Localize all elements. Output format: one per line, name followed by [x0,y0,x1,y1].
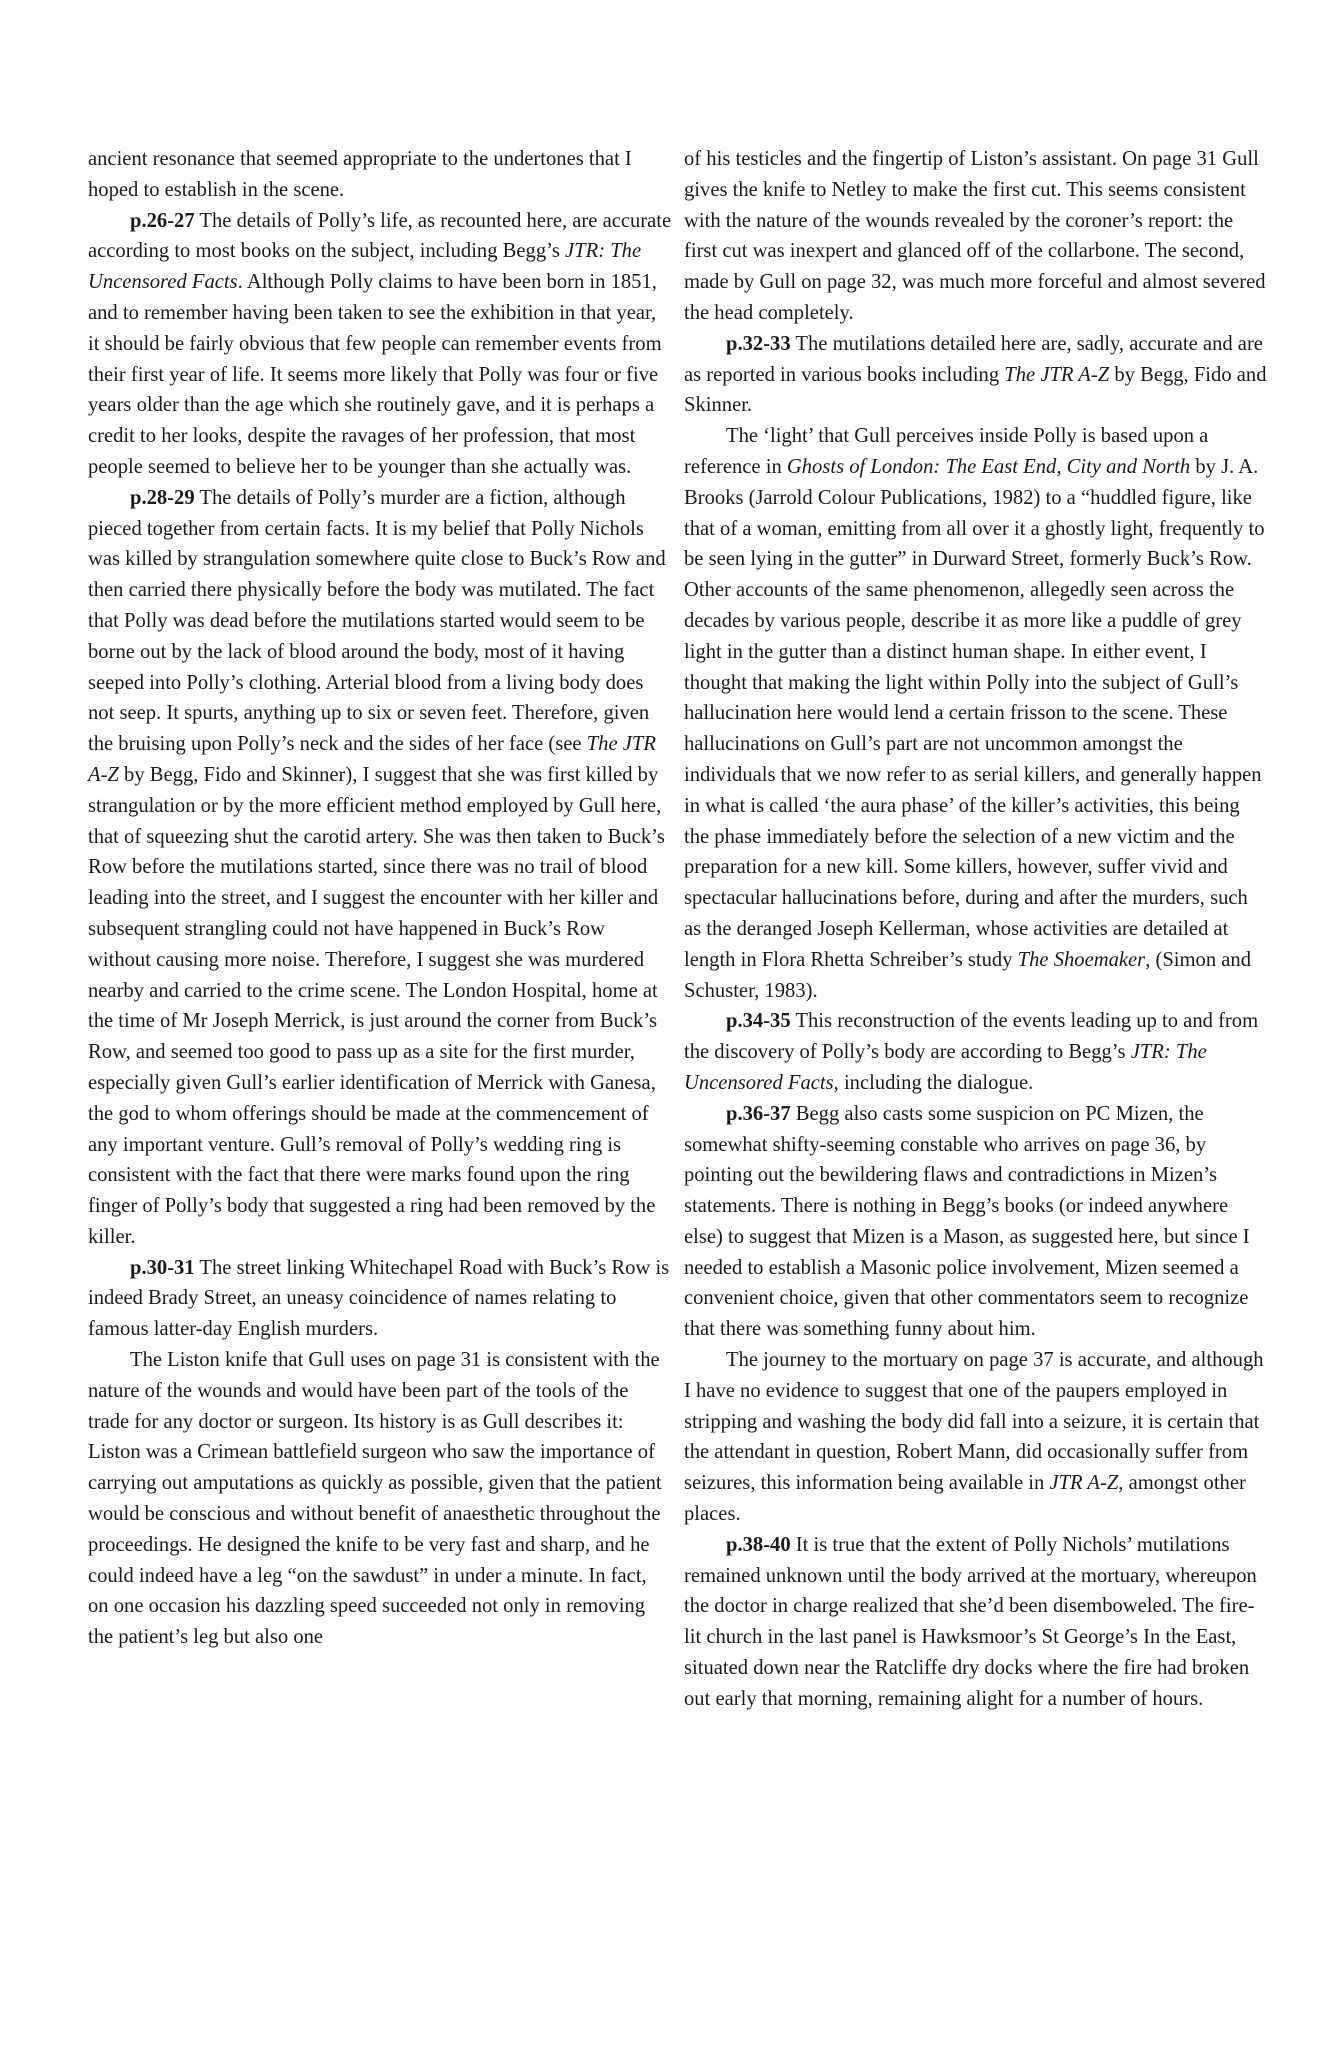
page-reference: p.38-40 [726,1533,791,1556]
paragraph-l4: The Liston knife that Gull uses on page 31 is consistent with the nature of the wounds and would have been part of the tools of the trade for any doctor or surgeon. Its history is as Gull describes it: Liston was a Crimean battlefield surgeon who saw the importance of carrying out amputations as quickly as possible, given that the patient would be conscious and without benefit of anaesthetic throughout the proceedings. He designed the knife to be very fast and sharp, and he could indeed have a leg “on the sawdust” in under a minute. In fact, on one occasion his dazzling speed succeeded not only in removing the patient’s leg but also one [88,1349,662,1649]
page-reference: p.32-33 [726,332,791,355]
right-column [684,144,1268,1715]
left-column [88,144,672,1653]
paragraph-l2: p.28-29 The details of Polly’s murder are a fiction, although pieced together from certain facts. It is my belief that Polly Nichols was killed by strangulation somewhere quite close to Buck’s Row and then carried there physically before the body was mutilated. The fact that Polly was dead before the mutilations started would seem to be borne out by the lack of blood around the body, most of it having seeped into Polly’s clothing. Arterial blood from a living body does not seep. It spurts, anything up to six or seven feet. Therefore, given the bruising upon Polly’s neck and the sides of her face (see The JTR A-Z by Begg, Fido and Skinner), I suggest that she was first killed by strangulation or by the more efficient method employed by Gull here, that of squeezing shut the carotid artery. She was then taken to Buck’s Row before the mutilations started, since there was no trail of blood leading into the street, and I suggest the encounter with her killer and subsequent strangling could not have happened in Buck’s Row without causing more noise. Therefore, I suggest she was murdered nearby and carried to the crime scene. The London Hospital, home at the time of Mr Joseph Merrick, is just around the corner from Buck’s Row, and seemed too good to pass up as a site for the first murder, especially given Gull’s earlier identification of Merrick with Ganesa, the god to whom offerings should be made at the commencement of any important venture. Gull’s removal of Polly’s wedding ring is consistent with the fact that there were marks found upon the ring finger of Polly’s body that suggested a ring had been removed by the killer. [88,486,666,1248]
paragraph-r6: p.38-40 It is true that the extent of Polly Nichols’ mutilations remained unknown until the body arrived at the mortuary, whereupon the doctor in charge realized that she’d been disemboweled. The fire-lit church in the last panel is Hawksmoor’s St George’s In the East, situated down near the Ratcliffe dry docks where the fire had broken out early that morning, remaining alight for a number of hours. [684,1533,1257,1710]
page-reference: p.30-31 [130,1256,195,1279]
paragraph-r2: The ‘light’ that Gull perceives inside Polly is based upon a reference in Ghosts of London: The East End, City and North by J. A. Brooks (Jarrold Colour Publications, 1982) to a “huddled figure, like that of a woman, emitting from all over it a ghostly light, frequently to be seen lying in the gutter” in Durward Street, formerly Buck’s Row. Other accounts of the same phenomenon, allegedly seen across the decades by various people, describe it as more like a puddle of grey light in the gutter than a distinct human shape. In either event, I thought that making the light within Polly into the subject of Gull’s hallucination here would lend a certain frisson to the scene. These hallucinations on Gull’s part are not uncommon amongst the individuals that we now refer to as serial killers, and generally happen in what is called ‘the aura phase’ of the killer’s activities, this being the phase immediately before the selection of a new victim and the preparation for a new kill. Some killers, however, suffer vivid and spectacular hallucinations before, during and after the murders, such as the deranged Joseph Kellerman, whose activities are detailed at length in Flora Rhetta Schreiber’s study The Shoemaker, (Simon and Schuster, 1983). [684,425,1265,1002]
page-reference: p.28-29 [130,486,195,509]
paragraph-r1: p.32-33 The mutilations detailed here are, sadly, accurate and are as reported in various books including The JTR A-Z by Begg, Fido and Skinner. [684,332,1267,417]
paragraph-l0: ancient resonance that seemed appropriate to the undertones that I hoped to establish in the scene. [88,148,632,201]
page-reference: p.36-37 [726,1102,791,1125]
paragraph-r3: p.34-35 This reconstruction of the events leading up to and from the discovery of Polly’s body are according to Begg’s JTR: The Uncensored Facts, including the dialogue. [684,1010,1259,1094]
paragraph-l3: p.30-31 The street linking Whitechapel Road with Buck’s Row is indeed Brady Street, an uneasy coincidence of names relating to famous latter-day English murders. [88,1256,670,1341]
paragraph-r0: of his testicles and the fingertip of Liston’s assistant. On page 31 Gull gives the knife to Netley to make the first cut. This seems consistent with the nature of the wounds revealed by the coroner’s report: the first cut was inexpert and glanced off of the collarbone. The second, made by Gull on page 32, was much more forceful and almost severed the head completely. [684,148,1266,324]
paragraph-l1: p.26-27 The details of Polly’s life, as recounted here, are accurate according to most books on the subject, including Begg’s JTR: The Uncensored Facts. Although Polly claims to have been born in 1851, and to remember having been taken to see the exhibition in that year, it should be fairly obvious that few people can remember events from their first year of life. It seems more likely that Polly was four or five years older than the age which she routinely gave, and it is perhaps a credit to her looks, despite the ravages of her profession, that most people seemed to believe her to be younger than she actually was. [88,209,672,478]
page-reference: p.34-35 [726,1010,791,1033]
paragraph-r5: The journey to the mortuary on page 37 is accurate, and although I have no evidence to suggest that one of the paupers employed in stripping and washing the body did fall into a seizure, it is certain that the attendant in question, Robert Mann, did occasionally suffer from seizures, this information being available in JTR A-Z, amongst other places. [684,1349,1264,1526]
page-reference: p.26-27 [130,209,195,232]
paragraph-r4: p.36-37 Begg also casts some suspicion on PC Mizen, the somewhat shifty-seeming constable who arrives on page 36, by pointing out the bewildering flaws and contradictions in Mizen’s statements. There is nothing in Begg’s books (or indeed anywhere else) to suggest that Mizen is a Mason, as suggested here, but since I needed to establish a Masonic police involvement, Mizen seemed a convenient choice, given that other commentators seem to recognize that there was something funny about him. [684,1102,1250,1341]
